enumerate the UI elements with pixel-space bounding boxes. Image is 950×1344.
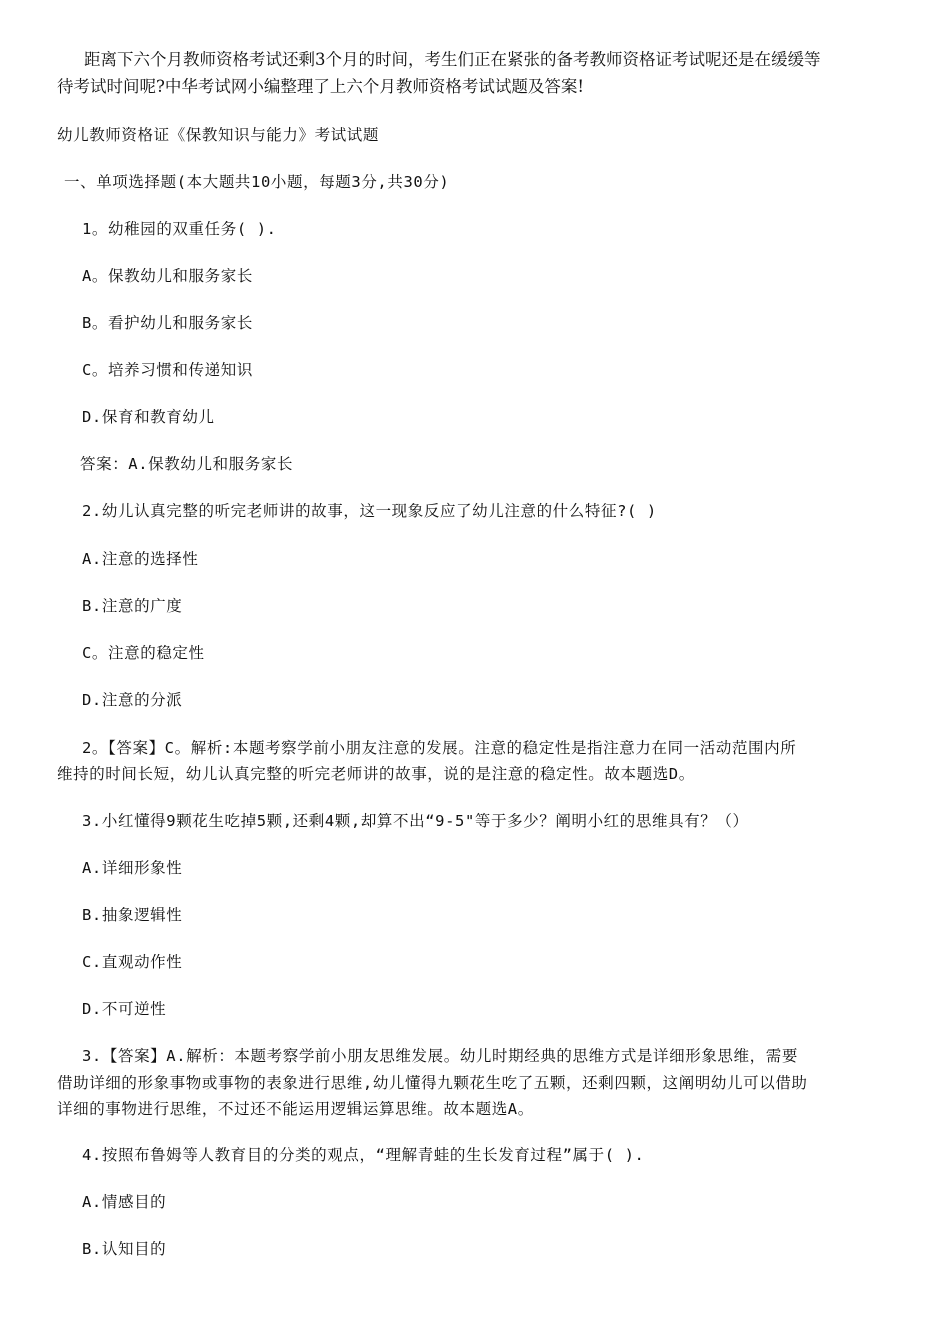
question-2-option-b: B.注意的广度 — [82, 597, 183, 615]
question-2-option-d: D.注意的分派 — [82, 691, 183, 709]
question-4-option-a: A.情感目的 — [82, 1193, 167, 1211]
intro-line-2: 待考试时间呢?中华考试网小编整理了上六个月教师资格考试试题及答案! — [57, 77, 584, 96]
question-3-explanation-line-3: 详细的事物进行思维，不过还不能运用逻辑运算思维。故本题选A。 — [57, 1100, 534, 1118]
section-heading: 一、单项选择题(本大题共10小题，每题3分,共30分) — [64, 173, 450, 191]
question-1-answer: 答案：A.保教幼儿和服务家长 — [80, 455, 294, 473]
question-2-option-c: C。注意的稳定性 — [82, 644, 205, 662]
question-4: 4.按照布鲁姆等人教育目的分类的观点，“理解青蛙的生长发育过程”属于( ). — [82, 1146, 645, 1164]
question-1-option-c: C。培养习惯和传递知识 — [82, 361, 253, 379]
question-1-option-d: D.保育和教育幼儿 — [82, 408, 215, 426]
question-3: 3.小红懂得9颗花生吃掉5颗,还剩4颗,却算不出“9-5"等于多少？阐明小红的思维具有？（） — [82, 812, 749, 830]
question-2-option-a: A.注意的选择性 — [82, 550, 199, 568]
question-1-option-a: A。保教幼儿和服务家长 — [82, 267, 253, 285]
question-3-option-d: D.不可逆性 — [82, 1000, 167, 1018]
question-3-option-b: B.抽象逻辑性 — [82, 906, 183, 924]
question-3-option-c: C.直观动作性 — [82, 953, 183, 971]
intro-line-1: 距离下六个月教师资格考试还剩3个月的时间，考生们正在紧张的备考教师资格证考试呢还是在缓缓等 — [84, 50, 821, 69]
question-1-option-b: B。看护幼儿和服务家长 — [82, 314, 253, 332]
document-title: 幼儿教师资格证《保教知识与能力》考试试题 — [57, 126, 380, 144]
question-2: 2.幼儿认真完整的听完老师讲的故事，这一现象反应了幼儿注意的什么特征?( ) — [82, 502, 657, 520]
question-3-explanation-line-1: 3.【答案】A.解析：本题考察学前小朋友思维发展。幼儿时期经典的思维方式是详细形象思维，需要 — [82, 1047, 798, 1065]
question-4-option-b: B.认知目的 — [82, 1240, 167, 1258]
question-2-explanation-line-1: 2。【答案】C。解析:本题考察学前小朋友注意的发展。注意的稳定性是指注意力在同一活动范围内所 — [82, 739, 797, 757]
question-3-option-a: A.详细形象性 — [82, 859, 183, 877]
question-1: 1。幼稚园的双重任务( ). — [82, 220, 277, 238]
question-3-explanation-line-2: 借助详细的形象事物或事物的表象进行思维,幼儿懂得九颗花生吃了五颗，还剩四颗，这阐明幼儿可以借助 — [57, 1074, 808, 1092]
question-2-explanation-line-2: 维持的时间长短，幼儿认真完整的听完老师讲的故事，说的是注意的稳定性。故本题选D。 — [57, 765, 695, 783]
